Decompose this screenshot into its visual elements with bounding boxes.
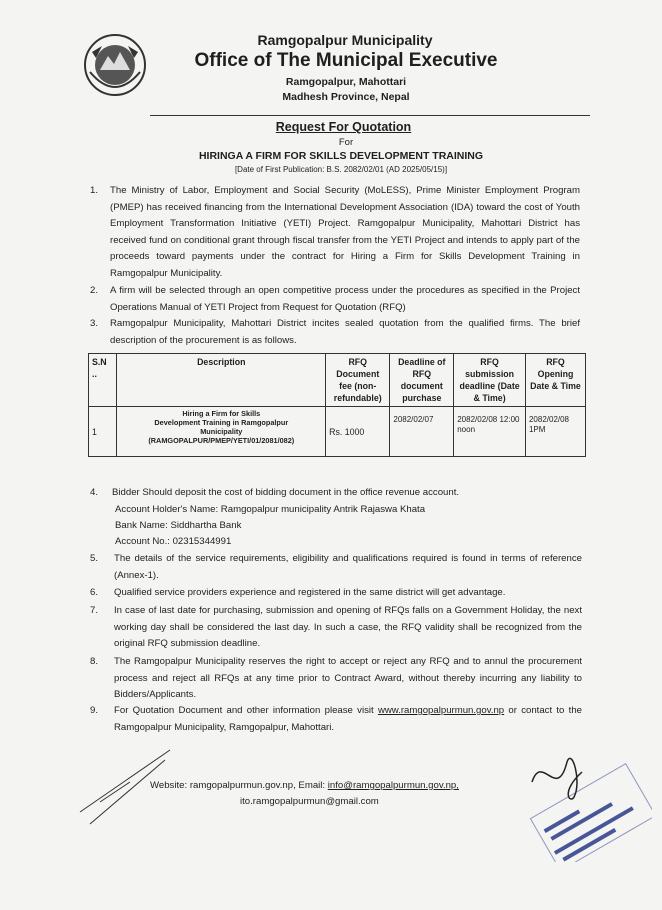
website-link[interactable]: www.ramgopalpurmun.gov.np — [377, 705, 505, 716]
item-text: The Ministry of Labor, Employment and Social Security (MoLESS), Prime Minister Employment Program (PMEP) has received financing from the International Development Association (IDA) toward the cost of Youth Employment Transformation Initiative (YETI) Project. Ramgopalpur Municipality, Mahottari District has received fund on conditional grant through fiscal transfer from the YETI Project and intends to apply part of the proceeds toward payments under the contract for Hiring a Firm for Skills Development Training in Ramgopalpur Municipality. — [110, 185, 580, 279]
header-opening: RFQ Opening Date & Time — [525, 354, 585, 407]
item-text-lead: For Quotation Document and other information please visit — [114, 705, 374, 716]
item-text-tail: or contact to the Ramgopalpur Municipality, Ramgopalpur, Mahottari. — [114, 705, 582, 733]
item-text: Ramgopalpur Municipality, Mahottari District incites sealed quotation from the qualified firms. The brief description of the procurement is as follows. — [110, 318, 580, 346]
desc-line: Development Training in Ramgopalpur — [154, 418, 289, 427]
table-header-row — [89, 354, 586, 407]
desc-line: Hiring a Firm for Skills — [182, 409, 261, 418]
office-title: Office of The Municipal Executive — [194, 50, 498, 71]
account-number: Account No.: 02315344991 — [115, 536, 232, 547]
cell-submission-deadline: 2082/02/08 12:00 noon — [454, 407, 526, 457]
item-number: 2. — [90, 285, 99, 296]
item-text: A firm will be selected through an open competitive process under the procedures as specified in the Project Operations Manual of YETI Project from Request for Quotation (RFQ) — [110, 285, 580, 313]
publication-date: [Date of First Publication: B.S. 2082/02/01 (AD 2025/05/15)] — [234, 165, 448, 174]
item-number: 7. — [90, 605, 99, 616]
item-text: In case of last date for purchasing, submission and opening of RFQs falls on a Government Holiday, the next working day shall be considered the last day. In such a case, the RFQ validity shall be recognized from the original RFQ submission deadline. — [114, 605, 582, 649]
item-number: 4. — [90, 487, 99, 498]
item-text: Bidder Should deposit the cost of bidding document in the office revenue account. — [112, 487, 460, 498]
item-number: 8. — [90, 656, 99, 667]
item-number: 5. — [90, 553, 99, 564]
website-label: Website: ramgopalpurmun.gov.np, Email: — [150, 780, 326, 791]
header-description: Description — [117, 354, 326, 407]
item-number: 6. — [90, 587, 99, 598]
cell-purchase-deadline: 2082/02/07 — [390, 407, 454, 457]
header-fee: RFQ Document fee (non-refundable) — [326, 354, 390, 407]
footer-contact — [150, 778, 530, 794]
table-row — [89, 407, 586, 457]
item-number: 9. — [90, 705, 99, 716]
header-submission-deadline: RFQ submission deadline (Date & Time) — [454, 354, 526, 407]
header-divider — [150, 115, 590, 116]
email-link-1[interactable]: info@ramgopalpurmun.gov.np, — [327, 780, 459, 791]
item-text: Qualified service providers experience and registered in the same district will get advantage. — [114, 587, 506, 598]
account-holder: Account Holder's Name: Ramgopalpur municipality Antrik Rajaswa Khata — [115, 504, 426, 515]
address-line-1: Ramgopalpur, Mahottari — [285, 76, 407, 88]
cell-sn: 1 — [89, 407, 117, 457]
signature-stamp — [512, 742, 652, 862]
cell-description — [117, 407, 326, 457]
header-sn: S.N .. — [89, 354, 117, 407]
procurement-table — [88, 353, 586, 457]
cell-opening: 2082/02/08 1PM — [525, 407, 585, 457]
item-number: 3. — [90, 318, 99, 329]
bank-name: Bank Name: Siddhartha Bank — [115, 520, 242, 531]
rfq-for-label: For — [338, 137, 354, 148]
desc-line: (RAMGOPALPUR/PMEP/YETI/01/2081/082) — [148, 436, 295, 445]
email-link-2[interactable]: ito.ramgopalpurmun@gmail.com — [240, 796, 379, 807]
cell-fee: Rs. 1000 — [326, 407, 390, 457]
rfq-heading: Request For Quotation — [275, 120, 412, 134]
item-number: 1. — [90, 185, 99, 196]
rfq-subject: HIRINGA A FIRM FOR SKILLS DEVELOPMENT TRAINING — [198, 150, 484, 162]
municipality-name: Ramgopalpur Municipality — [257, 32, 433, 48]
address-line-2: Madhesh Province, Nepal — [282, 91, 410, 103]
item-text: The details of the service requirements, eligibility and qualifications required is found in terms of reference (Annex-1). — [114, 553, 582, 581]
item-text — [114, 703, 582, 736]
item-text: The Ramgopalpur Municipality reserves the right to accept or reject any RFQ and to annul the procurement process and reject all RFQs at any time prior to Contract Award, without thereby incurring any liability to Bidders/Applicants. — [114, 656, 582, 700]
desc-line: Municipality — [200, 427, 243, 436]
header-purchase-deadline: Deadline of RFQ document purchase — [390, 354, 454, 407]
